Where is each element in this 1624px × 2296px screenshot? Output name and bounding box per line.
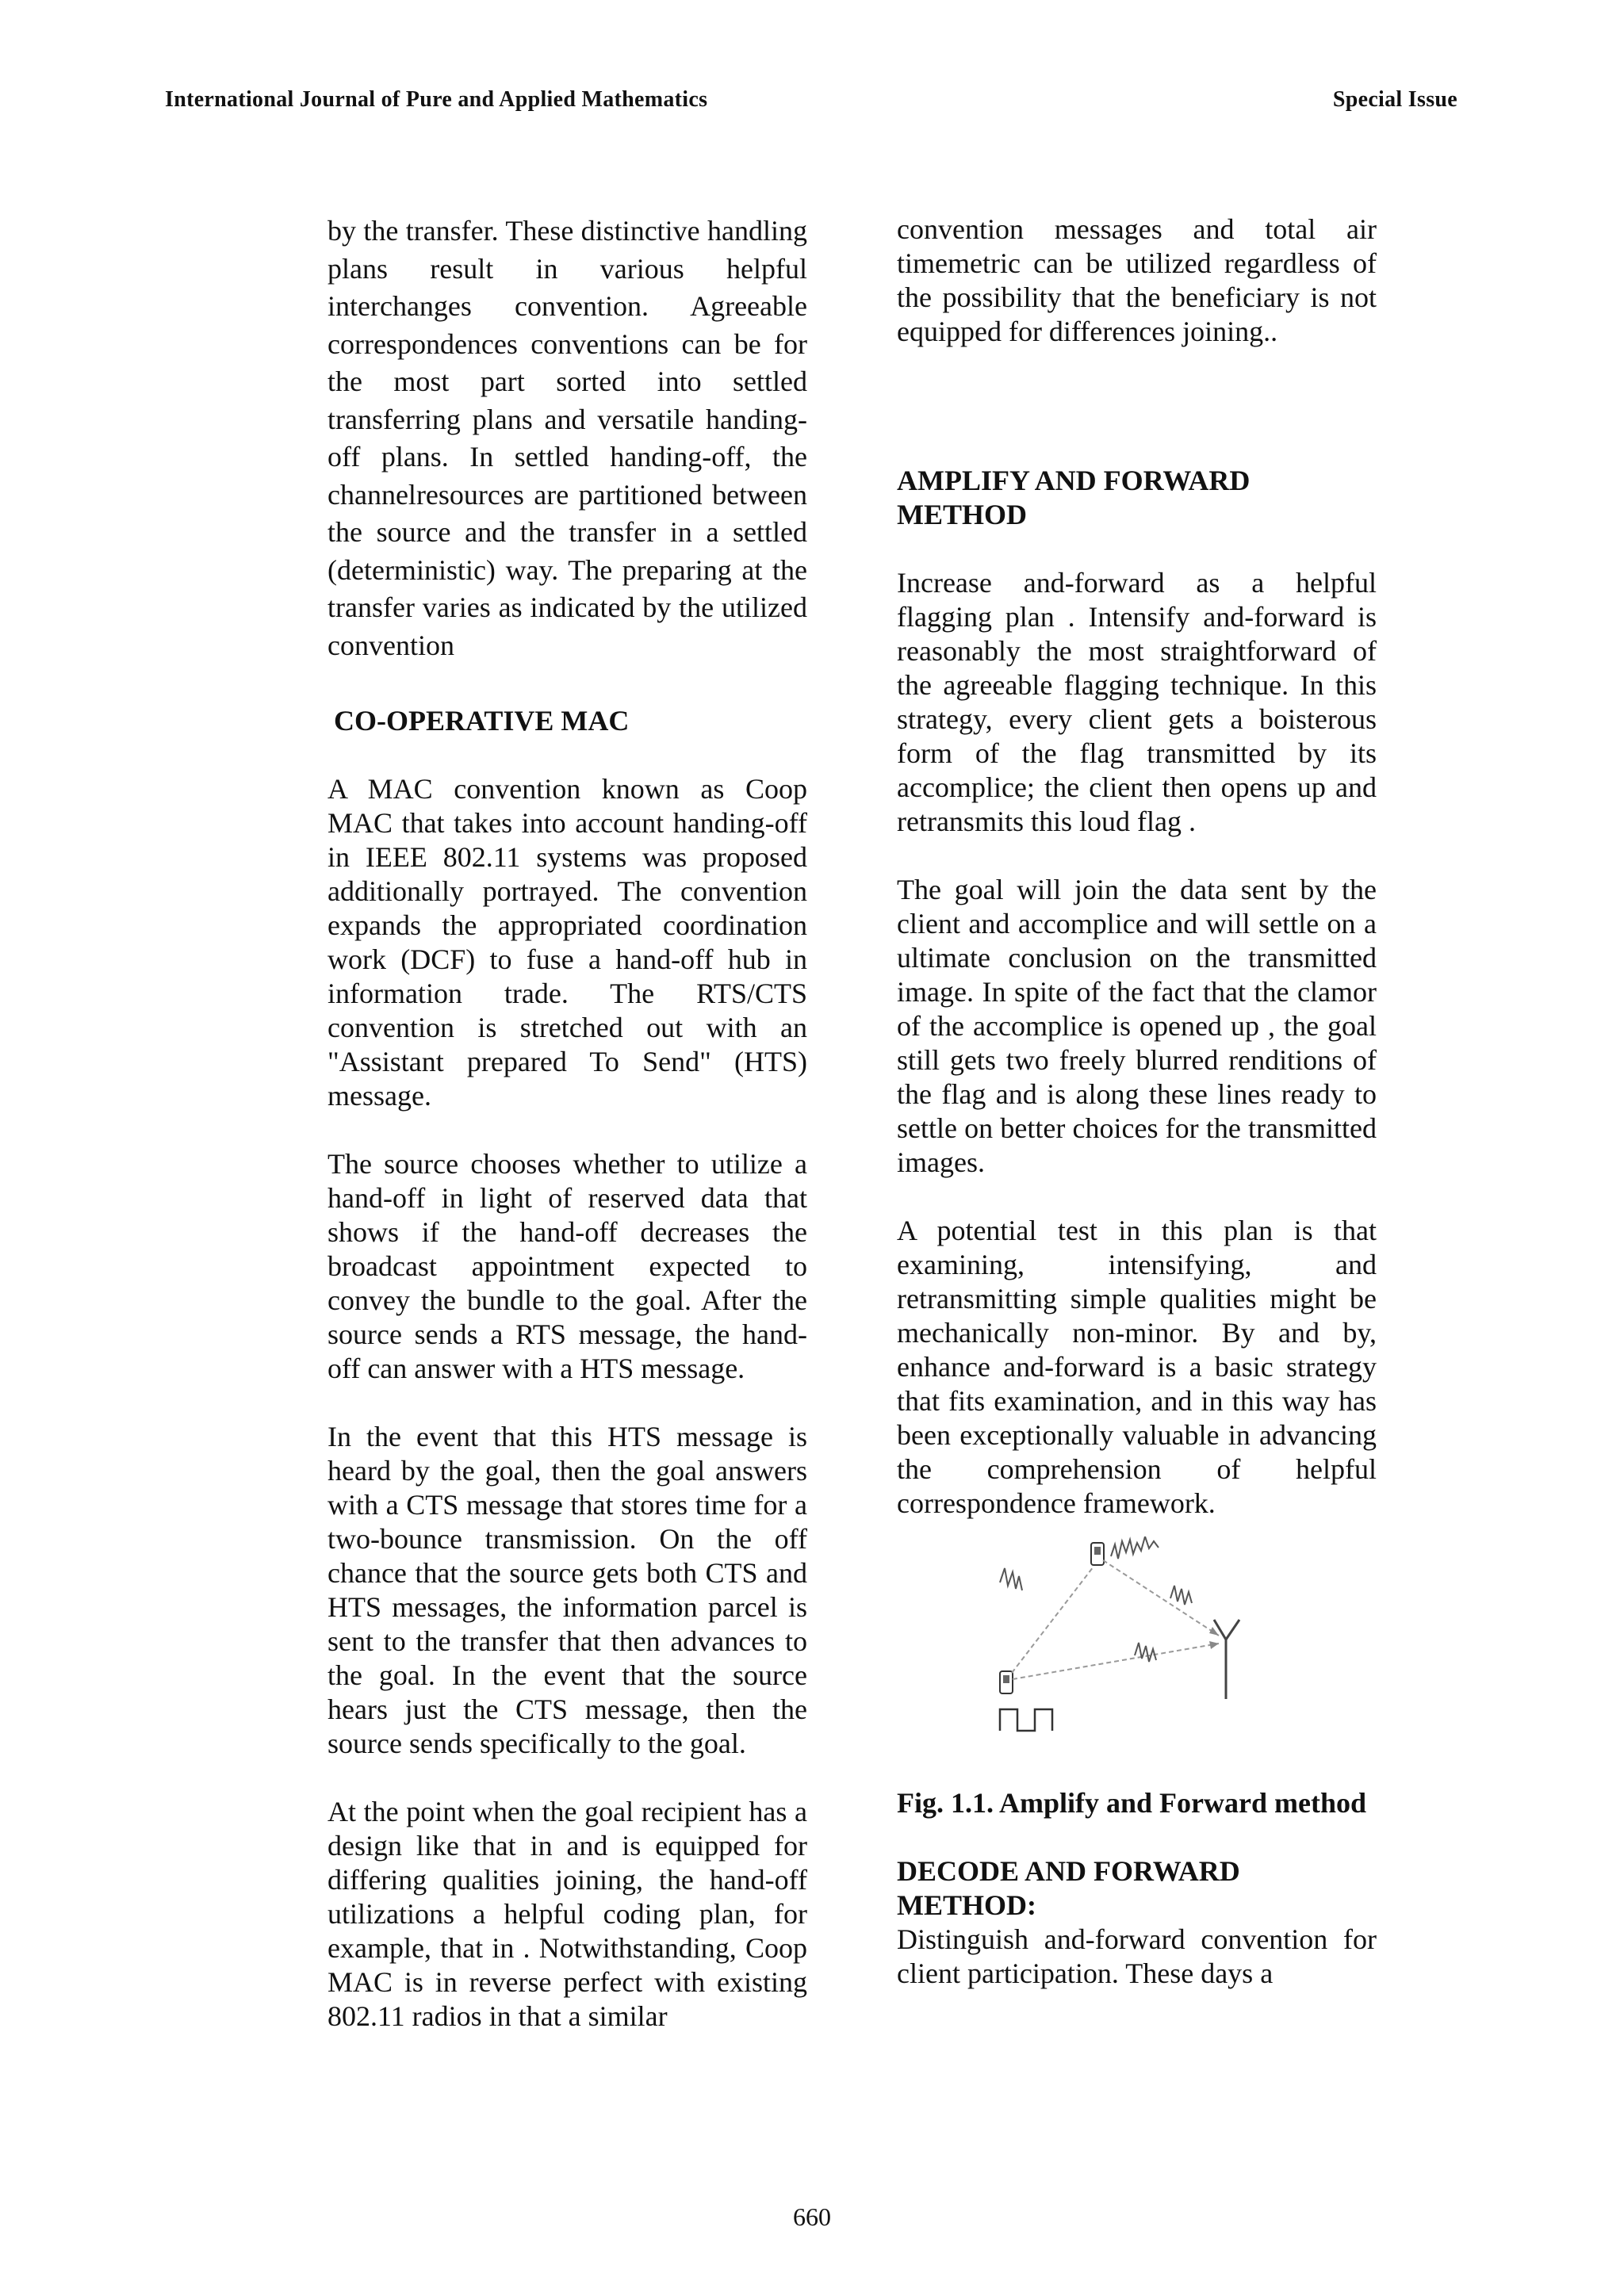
- heading-amplify-forward: AMPLIFY AND FORWARD METHOD: [897, 465, 1251, 530]
- source-destination-link: [1013, 1644, 1219, 1679]
- source-device-icon: [1000, 1671, 1013, 1693]
- paragraph-r3: The goal will join the data sent by the client and accomplice and will settle on a ultimate conclusion on the transmitted image. In spite of the fact that the clamor of the accomplice is opened up , the goal still gets two freely blurred renditions of the flag and is along these lines ready to settle on better choices for the transmitted images.: [897, 874, 1377, 1178]
- source-relay-link: [1012, 1567, 1094, 1673]
- heading-cooperative-mac: CO-OPERATIVE MAC: [334, 705, 630, 737]
- noisy-signal-1: [1000, 1568, 1022, 1590]
- paragraph-r1: convention messages and total air timemetric can be utilized regardless of the possibility that the beneficiary is not equipped for differences joining..: [897, 213, 1377, 347]
- issue-label: Special Issue: [1332, 87, 1457, 112]
- relay-destination-link: [1103, 1560, 1219, 1636]
- noisy-signal-3: [1170, 1586, 1192, 1605]
- antenna-icon: [1214, 1620, 1239, 1699]
- journal-title: International Journal of Pure and Applied Mathematics: [165, 87, 708, 112]
- paragraph-2: A MAC convention known as Coop MAC that takes into account handing-off in IEEE 802.11 systems was proposed additionally portrayed. The convention expands the appropriated coordination work (DCF) to fuse a hand-off hub in information trade. The RTS/CTS convention is stretched out with an "Assistant prepared To Send" (HTS) message.: [327, 773, 807, 1112]
- paragraph-1: by the transfer. These distinctive handling plans result in various helpful interchanges convention. Agreeable correspondences conventions can be for the most part sorted into settled transferring plans and versatile handing-off plans. In settled handing-off, the channelresources are partitioned between the source and the transfer in a settled (deterministic) way. The preparing at the transfer varies as indicated by the utilized convention: [327, 215, 807, 661]
- paragraph-r2: Increase and-forward as a helpful flagging plan . Intensify and-forward is reasonably the most straightforward of the agreeable flagging technique. In this strategy, every client gets a boisterous form of the flag transmitted by its accomplice; the client then opens up and retransmits this loud flag .: [897, 567, 1377, 837]
- paragraph-r4: A potential test in this plan is that examining, intensifying, and retransmitting simple qualities might be mechanically non-minor. By and by, enhance and-forward is a basic strategy that fits examination, and in this way has been exceptionally valuable in advancing the comprehension of helpful correspondence framework.: [897, 1215, 1377, 1519]
- left-column: [327, 212, 807, 2034]
- amplify-forward-figure: [976, 1536, 1293, 1743]
- figure-caption: Fig. 1.1. Amplify and Forward method: [897, 1787, 1367, 1819]
- paragraph-3: The source chooses whether to utilize a hand-off in light of reserved data that shows if the hand-off decreases the broadcast appointment expected to convey the bundle to the goal. After the source sends a RTS message, the hand-off can answer with a HTS message.: [327, 1148, 807, 1384]
- square-wave: [1000, 1709, 1052, 1731]
- right-column: [897, 212, 1377, 1991]
- noisy-signal-2: [1111, 1536, 1159, 1559]
- paragraph-r5: Distinguish and-forward convention for client participation. These days a: [897, 1923, 1377, 1989]
- relay-device-icon: [1091, 1543, 1104, 1565]
- noisy-signal-4: [1135, 1643, 1156, 1662]
- paragraph-4: In the event that this HTS message is heard by the goal, then the goal answers with a CTS message that stores time for a two-bounce transmission. On the off chance that the source gets both CTS and HTS messages, the information parcel is sent to the transfer that then advances to the goal. In the event that the source hears just the CTS message, then the source sends specifically to the goal.: [327, 1421, 807, 1759]
- paragraph-5: At the point when the goal recipient has a design like that in and is equipped for differing qualities joining, the hand-off utilizations a helpful coding plan, for example, that in . Notwithstanding, Coop MAC is in reverse perfect with existing 802.11 radios in that a similar: [327, 1796, 807, 2032]
- heading-decode-forward: DECODE AND FORWARD METHOD:: [897, 1855, 1240, 1921]
- page-number: 660: [793, 2202, 831, 2231]
